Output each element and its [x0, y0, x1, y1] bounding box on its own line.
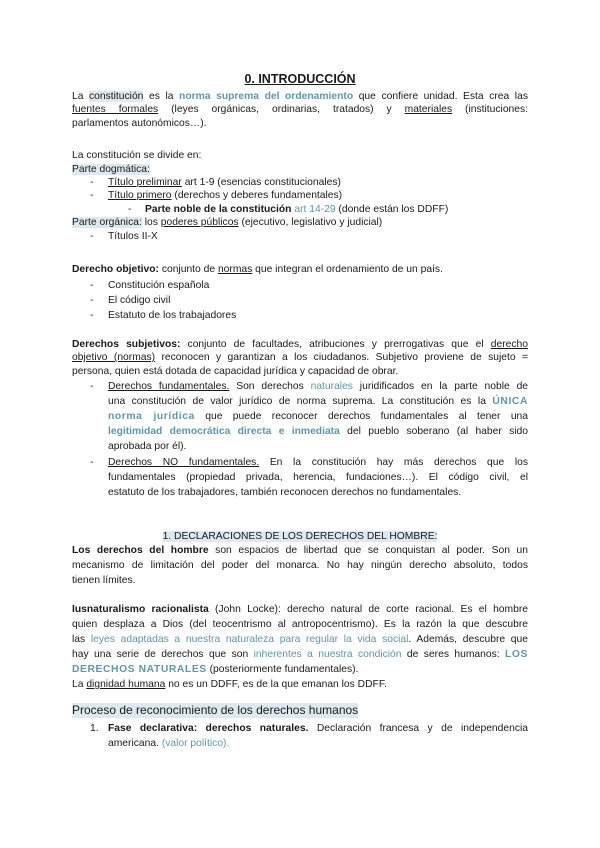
- dash-bullet: -: [90, 310, 94, 321]
- no-fundamentales-line-2: fundamentales (propiedad privada, herencia, fundaciones…). El código civil, el: [108, 472, 528, 483]
- iusnaturalismo-line-2: quien desplaza a Dios (del teocentrismo al antropocentrismo). Es la razón la que descubre: [72, 619, 528, 630]
- intro-line-1: La constitución es la norma suprema del ordenamiento que confiere unidad. Esta crea las: [72, 91, 528, 102]
- dash-bullet: -: [90, 190, 94, 201]
- dignidad-line: La dignidad humana no es un DDFF, es de la que emanan los DDFF.: [72, 679, 387, 690]
- subjetivos-line-3: persona, quien está dotada de capacidad jurídica y capacidad de obrar.: [72, 366, 399, 377]
- list-item: Estatuto de los trabajadores: [108, 310, 237, 321]
- list-item: Constitución española: [108, 280, 210, 291]
- subjetivos-line-1: Derechos subjetivos: conjunto de facultades, atribuciones y prerrogativas que el derecho: [72, 339, 528, 350]
- list-item: Título preliminar art 1-9 (esencias constitucionales): [108, 177, 341, 188]
- dash-bullet: -: [90, 457, 94, 468]
- dash-bullet: -: [90, 280, 94, 291]
- iusnaturalismo-line-1: Iusnaturalismo racionalista (John Locke): derecho natural de corte racional. Es el hombre: [72, 604, 528, 615]
- iusnaturalismo-line-5: DERECHOS NATURALES (posteriormente fundamentales).: [72, 664, 359, 675]
- derechos-hombre-line-3: tienen límites.: [72, 575, 136, 586]
- subsection-heading: Proceso de reconocimiento de los derechos humanos: [72, 703, 359, 717]
- highlight-constitucion: constitución: [89, 91, 144, 102]
- fundamentales-line-2: una constitución de valor jurídico de norma suprema. La constitución es la ÚNICA: [108, 396, 528, 407]
- derecho-objetivo-line: Derecho objetivo: conjunto de normas que integran el ordenamiento de un país.: [72, 264, 443, 275]
- fundamentales-line-4: legitimidad democrática directa e inmediata del pueblo soberano (al haber sido: [108, 426, 528, 437]
- iusnaturalismo-line-3: las leyes adaptadas a nuestra naturaleza para regular la vida social. Además, descubre que: [72, 634, 528, 645]
- intro-line-2: fuentes formales (leyes orgánicas, ordinarias, tratados) y materiales (instituciones:: [72, 104, 529, 115]
- intro-line-3: parlamentos autonómicos…).: [72, 118, 207, 129]
- fundamentales-line-5: aprobada por él).: [108, 441, 187, 452]
- term-norma-suprema: norma suprema del ordenamiento: [179, 91, 354, 102]
- parte-dogmatica-label: Parte dogmática:: [72, 164, 150, 175]
- dash-bullet: -: [90, 381, 94, 392]
- section-heading: 1. DECLARACIONES DE LOS DERECHOS DEL HOMBRE:: [162, 531, 438, 542]
- division-lead: La constitución se divide en:: [72, 150, 202, 161]
- derechos-hombre-line-2: mecanismo de limitación del poder del monarca. No hay ningún derecho absoluto, todos: [72, 560, 528, 571]
- page-title: 0. INTRODUCCIÓN: [244, 72, 356, 86]
- dash-bullet: -: [128, 204, 132, 215]
- fundamentales-line-1: Derechos fundamentales. Son derechos naturales juridificados en la parte noble de: [108, 381, 529, 392]
- list-item: Parte noble de la constitución art 14-29 (donde están los DDFF): [145, 204, 449, 215]
- dash-bullet: -: [90, 231, 94, 242]
- derechos-hombre-line-1: Los derechos del hombre son espacios de libertad que se conquistan al poder. Son un: [72, 545, 528, 556]
- no-fundamentales-line-3: estatuto de los trabajadores, también reconocen derechos no fundamentales.: [108, 487, 462, 498]
- dash-bullet: -: [90, 177, 94, 188]
- fase-declarativa-line-1: Fase declarativa: derechos naturales. Declaración francesa y de independencia: [108, 723, 529, 734]
- subjetivos-line-2: objetivo (normas) reconocen y garantizan a los ciudadanos. Subjetivo proviene de sujeto =: [72, 352, 529, 363]
- no-fundamentales-line-1: Derechos NO fundamentales. En la constitución hay más derechos que los: [108, 457, 528, 468]
- iusnaturalismo-line-4: hay una serie de derechos que son inherentes a nuestra condición de seres humanos: LOS: [72, 649, 528, 660]
- list-number: 1.: [90, 723, 99, 734]
- list-item: El código civil: [108, 295, 171, 306]
- fase-declarativa-line-2: americana. (valor político).: [108, 738, 230, 749]
- fundamentales-line-3: norma jurídica que puede reconocer derechos fundamentales al tener una: [108, 411, 529, 422]
- parte-organica-line: Parte orgánica: los poderes públicos (ejecutivo, legislativo y judicial): [72, 217, 383, 228]
- dash-bullet: -: [90, 295, 94, 306]
- list-item: Título primero (derechos y deberes fundamentales): [108, 190, 343, 201]
- list-item: Títulos II-X: [108, 231, 158, 242]
